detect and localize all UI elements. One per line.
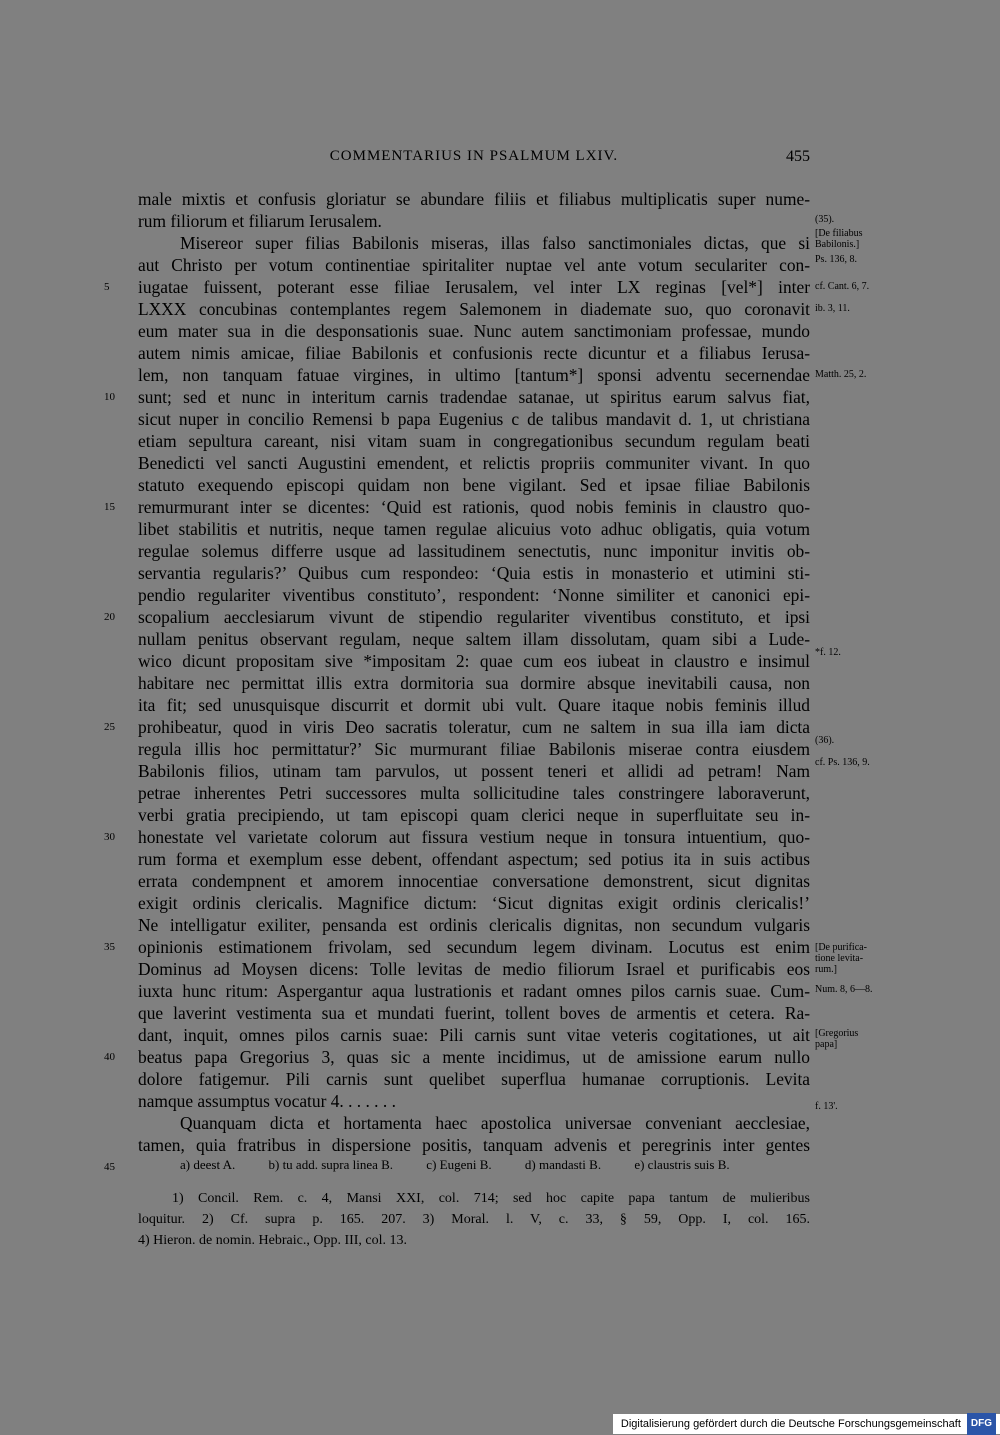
running-title: COMMENTARIUS IN PSALMUM LXIV. xyxy=(329,148,619,164)
text-line: eum mater sua in die desponsationis suae. Nunc autem sanctimoniam professae, mundo xyxy=(138,321,810,341)
text-line: rum forma et exemplum esse debent, offendant aspectum; sed potius ita in suis actibus xyxy=(138,849,810,869)
margin-note: Num. 8, 6—8. xyxy=(815,984,873,995)
text-line: male mixtis et confusis gloriatur se abundare filiis et filiabus multiplicatis super nume- xyxy=(138,189,810,209)
footnote-line: 1) Concil. Rem. c. 4, Mansi XXI, col. 714; sed hoc capite papa tantum de mulieribus xyxy=(172,1191,810,1206)
text-line: dolore fatigemur. Pili carnis sunt quelibet superflua humanae corruptionis. Levita xyxy=(138,1069,810,1089)
running-header xyxy=(138,148,810,172)
text-line: Benedicti vel sancti Augustini emendent, et relictis propriis communiter vivant. In quo xyxy=(138,453,810,473)
text-line: etiam sepultura careant, nisi vitam suam in congregationibus secundum regulam beati xyxy=(138,431,810,451)
text-line: petrae inherentes Petri successores multa sollicitudine tales constringere laboraverunt, xyxy=(138,783,810,803)
margin-note: cf. Ps. 136, 9. xyxy=(815,757,870,768)
margin-note: (36). xyxy=(815,735,835,746)
margin-note: cf. Cant. 6, 7. xyxy=(815,281,870,292)
margin-note: [De filiabus Babilonis.] xyxy=(815,228,863,250)
text-line: habitare nec permittat illis extra dormitoria sua dormire absque inevitabili causa, non xyxy=(138,673,810,693)
critical-apparatus xyxy=(138,1156,810,1174)
text-line: autem nimis amicae, filiae Babilonis et confusionis recte dicuntur et a filiabus Ierusa- xyxy=(138,343,810,363)
text-line: beatus papa Gregorius 3, quas sic a mente incidimus, ut de amissione earum nullo xyxy=(138,1047,810,1067)
apparatus-entry: a) deest A. xyxy=(180,1157,236,1172)
text-line: ita fit; sed unusquisque discurrit et dormit ubi vult. Quare itaque nobis feminis illud xyxy=(138,695,810,715)
text-line: regulae solemus differre usque ad lassitudinem senectutis, nunc imponitur invitis ob- xyxy=(138,541,810,561)
text-line: verbi gratia precipiendo, ut tam episcopi quam clerici neque in superfluitate seu in- xyxy=(138,805,810,825)
apparatus-entry: d) mandasti B. xyxy=(524,1157,602,1172)
text-line: Dominus ad Moysen dicens: Tolle levitas de medio filiorum Israel et purificabis eos xyxy=(138,959,810,979)
text-line: wico dicunt propositam sive *impositam 2: quae cum eos iubeat in claustro e insimul xyxy=(138,651,810,671)
text-line: Babilonis filios, utinam tam parvulos, ut possent teneri et allidi ad petram! Nam xyxy=(138,761,810,781)
line-number: 40 xyxy=(104,1051,115,1063)
line-number: 30 xyxy=(104,831,115,843)
text-line: libet stabilitis et nutritis, neque tamen regulae alicuius voto adhuc obligatis, quia votum xyxy=(138,519,810,539)
text-line: statuto exequendo episcopi quidam non bene vigilant. Sed et ipsae filiae Babilonis xyxy=(138,475,810,495)
text-line: namque assumptus vocatur 4. . . . . . . xyxy=(138,1091,396,1111)
line-number: 5 xyxy=(104,281,110,293)
text-line: opinionis estimationem frivolam, sed secundum legem divinam. Locutus est enim xyxy=(138,937,810,957)
text-line: dant, inquit, omnes pilos carnis suae: Pili carnis sunt vitae veteris cogitationes, ut ait xyxy=(138,1025,810,1045)
margin-note: ib. 3, 11. xyxy=(815,303,850,314)
text-line: nullam penitus observant regulam, neque saltem illam dissolutam, quam sibi a Lude- xyxy=(138,629,810,649)
text-line: que laverint vestimenta sua et mundati fuerint, tollent boves de armentis et cetera. Ra- xyxy=(138,1003,810,1023)
margin-note: (35). xyxy=(815,214,835,225)
line-number: 10 xyxy=(104,391,115,403)
text-line: sunt; sed et nunc in interitum carnis tradendae satanae, ut spiritus earum salvus fiat, xyxy=(138,387,810,407)
text-line: remurmurant inter se dicentes: ‘Quid est rationis, quod nobis feminis in claustro quo- xyxy=(138,497,810,517)
text-line: errata condempnent et amorem innocentiae conversatione demonstrent, sicut dignitas xyxy=(138,871,810,891)
text-line: iugatae fuissent, poterant esse filiae Ierusalem, vel inter LX reginas [vel*] inter xyxy=(138,277,810,297)
text-line: tamen, quia fratribus in dispersione positis, tanquam advenis et peregrinis inter gentes xyxy=(138,1135,810,1155)
line-number: 35 xyxy=(104,941,115,953)
margin-note: *f. 12. xyxy=(815,647,841,658)
text-line: sicut nuper in concilio Remensi b papa Eugenius c de talibus mandavit d. 1, ut christiana xyxy=(138,409,810,429)
dfg-logo: DFG xyxy=(967,1413,996,1435)
margin-note: f. 13'. xyxy=(815,1101,838,1112)
margin-note: [Gregorius papa] xyxy=(815,1028,859,1050)
margin-note: [De purifica- tione levita- rum.] xyxy=(815,942,867,975)
apparatus-entry: c) Eugeni B. xyxy=(426,1157,492,1172)
funding-footer xyxy=(613,1414,1000,1434)
line-number: 45 xyxy=(104,1161,115,1173)
text-line: Ne intelligatur exiliter, pensanda est ordinis clericalis dignitas, non secundum vulgaris xyxy=(138,915,810,935)
page-number: 455 xyxy=(786,148,810,165)
text-line: prohibeatur, quod in viris Deo sacratis toleratur, cum ne saltem in sua illa iam dicta xyxy=(138,717,810,737)
footnote-line: 4) Hieron. de nomin. Hebraic., Opp. III, col. 13. xyxy=(138,1233,408,1248)
text-line: servantia regularis?’ Quibus cum respondeo: ‘Quia estis in monasterio et utimini sti- xyxy=(138,563,810,583)
funding-text: Digitalisierung gefördert durch die Deutsche Forschungsgemeinschaft xyxy=(620,1418,961,1430)
line-number: 25 xyxy=(104,721,115,733)
margin-note: Ps. 136, 8. xyxy=(815,254,857,265)
line-number: 15 xyxy=(104,501,115,513)
text-line: exigit ordinis clericalis. Magnifice dictum: ‘Sicut dignitas exigit ordinis clericalis!’ xyxy=(138,893,810,913)
text-line: scopalium aecclesiarum vivunt de stipendio regulariter viventibus constituto, et ipsi xyxy=(138,607,810,627)
text-line: LXXX concubinas contemplantes regem Salemonem in diademate suo, quo coronavit xyxy=(138,299,810,319)
text-line: rum filiorum et filiarum Ierusalem. xyxy=(138,211,382,231)
text-line: aut Christo per votum continentiae spiritaliter nuptae vel ante votum seculariter con- xyxy=(138,255,810,275)
text-line: regula illis hoc permittatur?’ Sic murmurant filiae Babilonis miserae contra eiusdem xyxy=(138,739,810,759)
text-line: Misereor super filias Babilonis miseras, illas falso sanctimoniales dictas, que si xyxy=(180,233,810,253)
footnote-line: loquitur. 2) Cf. supra p. 165. 207. 3) Moral. l. V, c. 33, § 59, Opp. I, col. 165. xyxy=(138,1212,810,1227)
text-line: iuxta hunc ritum: Aspergantur aqua lustrationis et radant omnes pilos carnis suae. Cum- xyxy=(138,981,810,1001)
text-line: pendio regulariter viventibus constituto’, respondent: ‘Nonne similiter et canonici epi- xyxy=(138,585,810,605)
text-line: lem, non tanquam fatuae virgines, in ultimo [tantum*] sponsi adventu secernendae xyxy=(138,365,810,385)
line-number: 20 xyxy=(104,611,115,623)
apparatus-entry: b) tu add. supra linea B. xyxy=(268,1157,394,1172)
text-line: honestate vel varietate colorum aut fissura vestium neque in tonsura intuentium, quo- xyxy=(138,827,810,847)
apparatus-entry: e) claustris suis B. xyxy=(634,1157,730,1172)
text-line: Quanquam dicta et hortamenta haec apostolica universae conveniant aecclesiae, xyxy=(180,1113,810,1133)
margin-note: Matth. 25, 2. xyxy=(815,369,867,380)
